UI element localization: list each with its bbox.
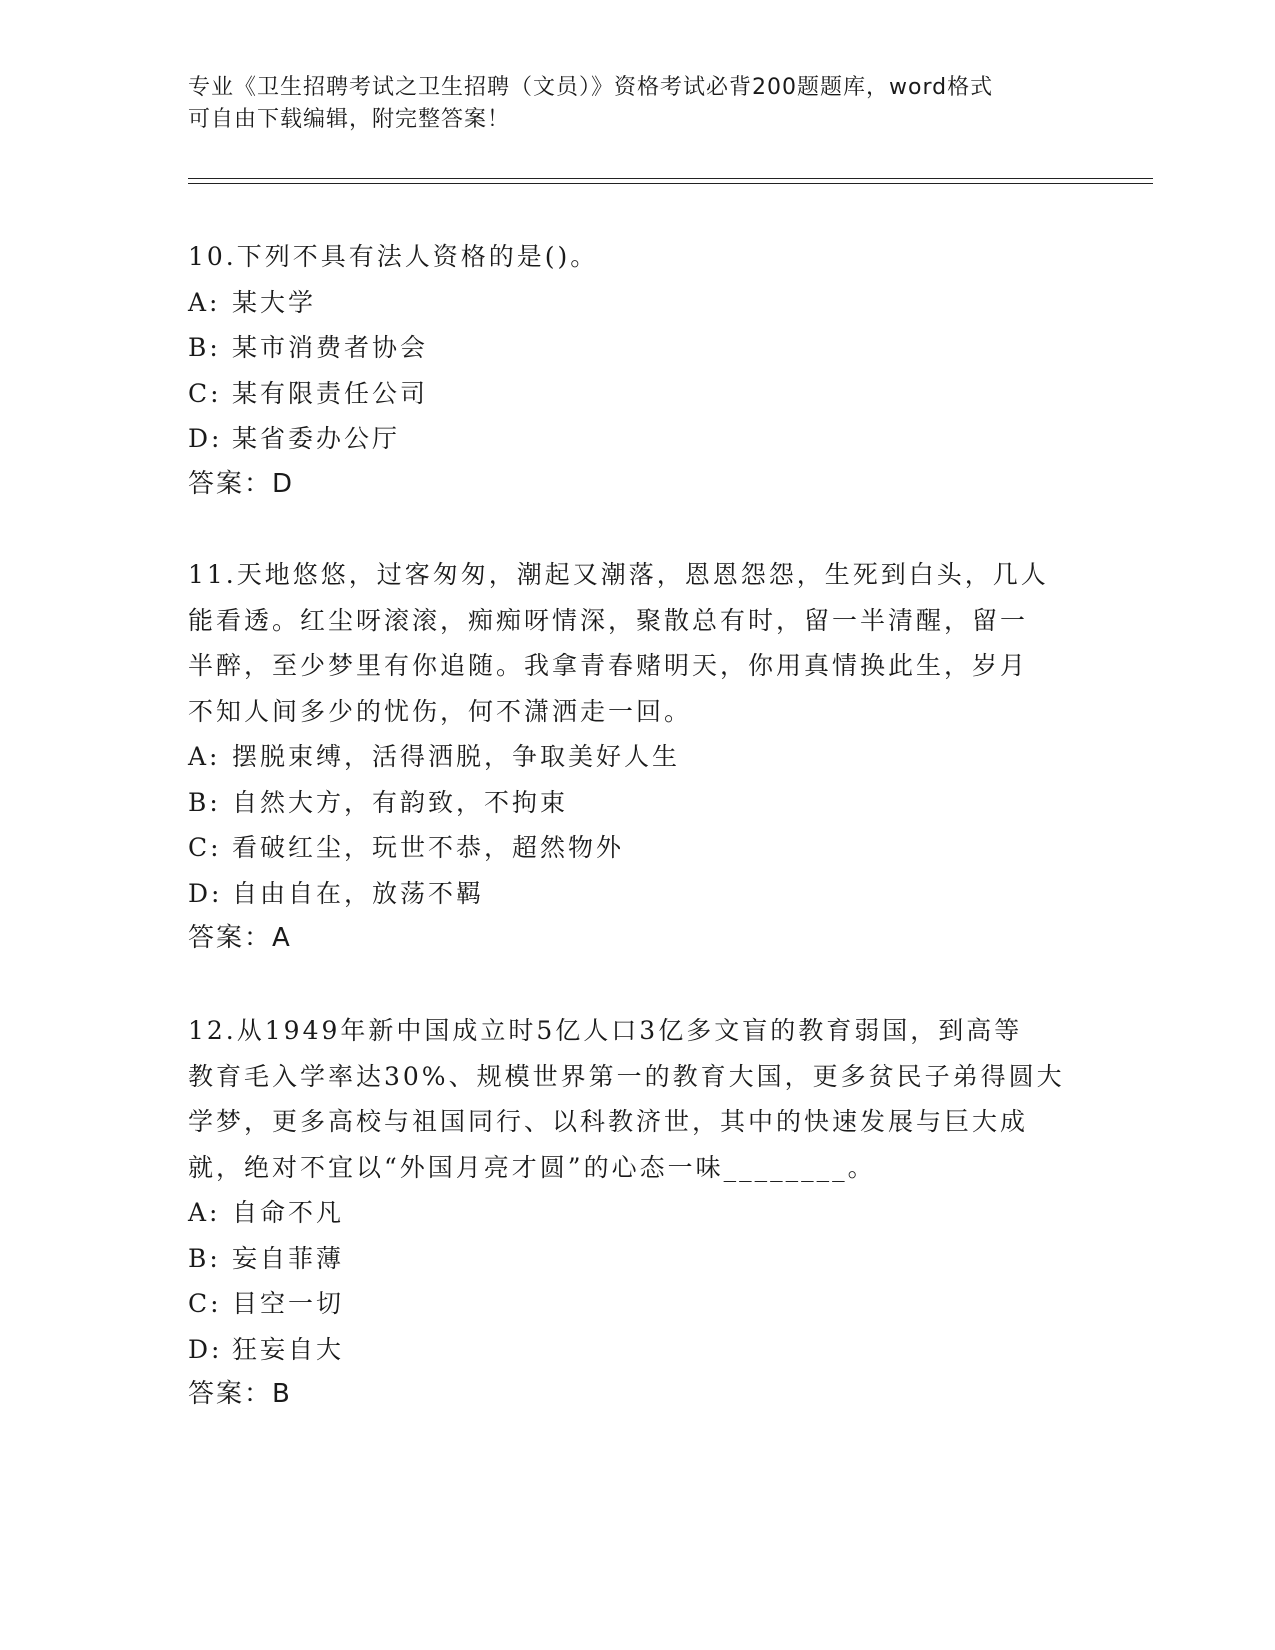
option-b xyxy=(188,780,1088,826)
question-stem-line: 就，绝对不宜以“外国月亮才圆”的心态一味________。 xyxy=(188,1152,876,1182)
option-text: 摆脱束缚，活得洒脱，争取美好人生 xyxy=(232,742,681,771)
option-text: 某市消费者协会 xyxy=(232,333,429,362)
option-text: 妄自菲薄 xyxy=(232,1243,345,1273)
option-letter: D: xyxy=(188,878,223,908)
question-stem-line: 能看透。红尘呀滚滚，痴痴呀情深，聚散总有时，留一半清醒，留一 xyxy=(188,605,1029,635)
answer-label: 答案：A xyxy=(188,923,292,953)
option-c xyxy=(188,1281,1088,1327)
option-d xyxy=(188,1327,1088,1373)
option-letter: C: xyxy=(188,1289,222,1318)
question-stem-line: 学梦，更多高校与祖国同行、以科教济世，其中的快速发展与巨大成 xyxy=(188,1107,1029,1136)
option-text: 自由自在，放荡不羁 xyxy=(232,878,485,908)
header-line-2: 可自由下载编辑，附完整答案！ xyxy=(188,107,511,132)
option-text: 自命不凡 xyxy=(232,1198,345,1227)
question-stem-line: 教育毛入学率达30%、规模世界第一的教育大国，更多贫民子弟得圆大 xyxy=(188,1061,1065,1091)
option-letter: D: xyxy=(188,1334,223,1364)
option-b xyxy=(188,1236,1088,1282)
header-divider-bottom xyxy=(188,183,1153,184)
option-letter: B: xyxy=(188,1243,221,1273)
option-text: 某大学 xyxy=(232,287,317,317)
answer-label: 答案：D xyxy=(188,468,295,499)
option-b xyxy=(188,325,1088,371)
option-letter: D: xyxy=(188,424,223,453)
option-text: 某有限责任公司 xyxy=(232,378,429,408)
question-12 xyxy=(188,1008,1088,1418)
option-text: 目空一切 xyxy=(232,1289,345,1318)
question-10 xyxy=(188,234,1088,507)
question-stem-line: 11.天地悠悠，过客匆匆，潮起又潮落，恩恩怨怨，生死到白头，几人 xyxy=(188,560,1049,589)
question-stem-line: 12.从1949年新中国成立时5亿人口3亿多文盲的教育弱国，到高等 xyxy=(188,1016,1023,1045)
option-letter: B: xyxy=(188,333,221,362)
option-text: 某省委办公厅 xyxy=(232,424,401,453)
option-letter: A: xyxy=(188,1198,221,1227)
option-d xyxy=(188,416,1088,462)
option-a xyxy=(188,734,1088,780)
option-c xyxy=(188,825,1088,871)
option-letter: A: xyxy=(188,287,221,317)
header-line-1: 专业《卫生招聘考试之卫生招聘（文员）》资格考试必背200题题库，word格式 xyxy=(188,75,994,100)
option-text: 狂妄自大 xyxy=(232,1334,345,1364)
option-letter: A: xyxy=(188,742,221,771)
option-d xyxy=(188,871,1088,917)
option-letter: C: xyxy=(188,833,222,862)
header-divider-top xyxy=(188,178,1153,179)
option-a xyxy=(188,280,1088,326)
question-stem-line: 不知人间多少的忧伤，何不潇洒走一回。 xyxy=(188,696,693,726)
option-a xyxy=(188,1190,1088,1236)
document-header xyxy=(188,72,1068,136)
question-11 xyxy=(188,552,1088,962)
option-letter: C: xyxy=(188,378,222,408)
answer-label: 答案：B xyxy=(188,1379,292,1409)
option-letter: B: xyxy=(188,787,221,817)
question-stem-line: 半醉，至少梦里有你追随。我拿青春赌明天，你用真情换此生，岁月 xyxy=(188,651,1029,680)
option-text: 自然大方，有韵致，不拘束 xyxy=(232,787,569,817)
question-stem: 10.下列不具有法人资格的是()。 xyxy=(188,242,599,271)
option-text: 看破红尘，玩世不恭，超然物外 xyxy=(232,833,625,862)
option-c xyxy=(188,371,1088,417)
